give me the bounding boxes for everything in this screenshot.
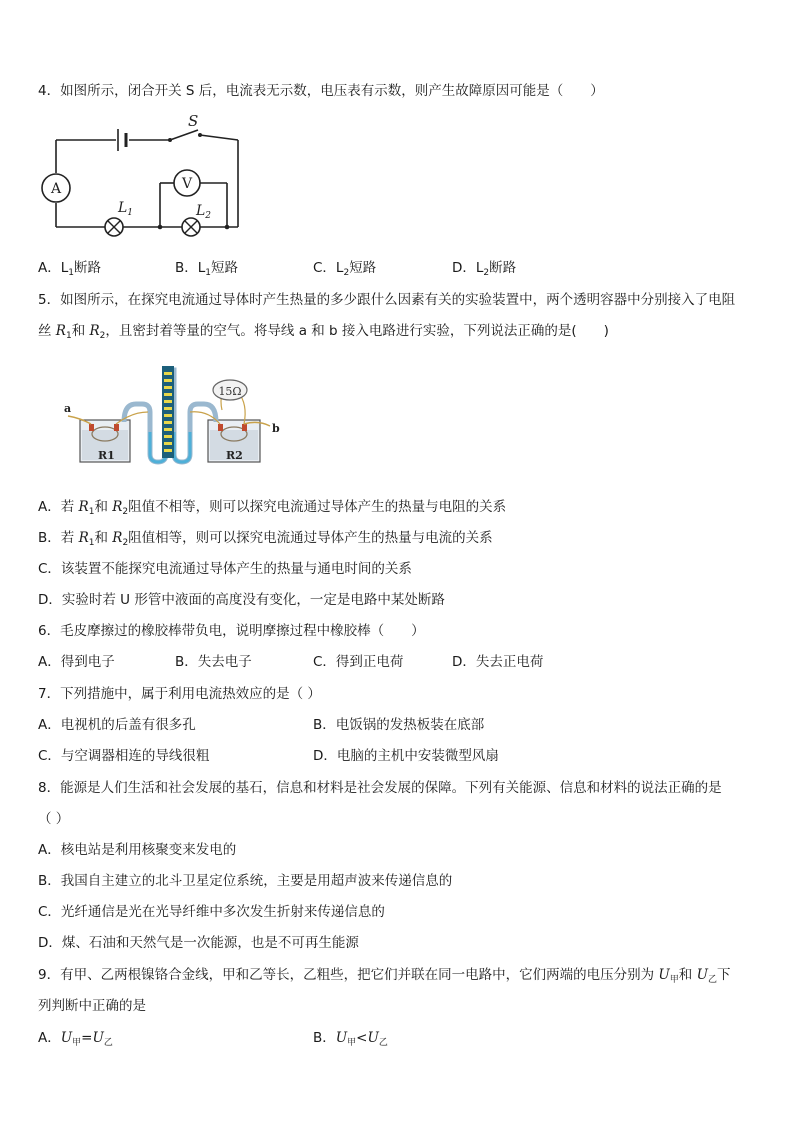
switch-label: S [188, 113, 199, 130]
voltmeter-icon [174, 170, 200, 196]
q6-option-b[interactable]: B．失去电子 [175, 654, 252, 670]
q4-option-c[interactable]: C．$L_2$短路 [313, 260, 377, 278]
q5-option-c[interactable]: C．该装置不能探究电流通过导体产生的热量与通电时间的关系 [38, 561, 412, 577]
wire-b-label: b [272, 422, 280, 435]
q7-option-a[interactable]: A．电视机的后盖有很多孔 [38, 717, 196, 733]
q8-option-c[interactable]: C．光纤通信是光在光导纤维中多次发生折射来传递信息的 [38, 904, 385, 920]
q5-stem-line2: 丝 $R_1$和 $R_2$，且密封着等量的空气。将导线 a 和 b 接入电路进行实验，下列说法正确的是( ) [38, 323, 609, 341]
q8-stem-line1: 8．能源是人们生活和社会发展的基石，信息和材料是社会发展的保障。下列有关能源、信息和材料的说法正确的是 [38, 780, 722, 796]
wire-a-label: a [64, 402, 72, 415]
r1-label: R1 [98, 449, 115, 462]
q5-option-d[interactable]: D．实验时若 U 形管中液面的高度没有变化，一定是电路中某处断路 [38, 592, 445, 608]
q8-stem-line2: （ ） [38, 811, 70, 827]
svg-text:V: V [181, 176, 193, 192]
q4-option-d[interactable]: D．$L_2$断路 [452, 260, 517, 278]
lamp-l2-icon [182, 203, 211, 236]
q7-option-b[interactable]: B．电饭锅的发热板装在底部 [313, 717, 485, 733]
q7-option-c[interactable]: C．与空调器相连的导线很粗 [38, 748, 210, 764]
q7-option-d[interactable]: D．电脑的主机中安装微型风扇 [313, 748, 499, 764]
svg-text:L1: $L_1$ [118, 200, 134, 218]
q8-option-b[interactable]: B．我国自主建立的北斗卫星定位系统，主要是用超声波来传递信息的 [38, 873, 453, 889]
q5-option-b[interactable]: B．若 $R_1$和 $R_2$阻值相等，则可以探究电流通过导体产生的热量与电流的关系 [38, 530, 493, 548]
q6-option-c[interactable]: C．得到正电荷 [313, 654, 404, 670]
q5-option-a[interactable]: A．若 $R_1$和 $R_2$阻值不相等，则可以探究电流通过导体产生的热量与电阻的关系 [38, 499, 507, 517]
external-resistor-icon [213, 380, 247, 400]
lamp-l1-icon [105, 200, 133, 236]
q9-stem-line2: 列判断中正确的是 [38, 998, 146, 1014]
svg-text:A: A [50, 181, 62, 197]
q4-stem: 4．如图所示，闭合开关 S 后，电流表无示数，电压表有示数，则产生故障原因可能是（ ） [38, 83, 604, 99]
q6-stem: 6．毛皮摩擦过的橡胶棒带负电，说明摩擦过程中橡胶棒（ ） [38, 623, 425, 639]
q4-option-a[interactable]: A．$L_1$断路 [38, 260, 101, 278]
q7-stem: 7．下列措施中，属于利用电流热效应的是（ ） [38, 686, 321, 702]
q4-option-b[interactable]: B．$L_1$短路 [175, 260, 239, 278]
svg-text:15Ω: 15Ω [218, 385, 242, 398]
q8-option-d[interactable]: D．煤、石油和天然气是一次能源，也是不可再生能源 [38, 935, 359, 951]
q9-option-a[interactable]: A．$U_甲=U_乙$ [38, 1030, 113, 1048]
q6-option-d[interactable]: D．失去正电荷 [452, 654, 544, 670]
q5-apparatus-figure [62, 362, 292, 470]
r2-label: R2 [226, 449, 243, 462]
q6-option-a[interactable]: A．得到电子 [38, 654, 115, 670]
q5-stem-line1: 5．如图所示，在探究电流通过导体时产生热量的多少跟什么因素有关的实验装置中，两个透明容器中分别接入了电阻 [38, 292, 736, 308]
q4-circuit-figure [38, 113, 248, 243]
svg-text:L2: $L_2$ [196, 203, 212, 221]
ammeter-icon [42, 174, 70, 202]
q9-option-b[interactable]: B．$U_甲<U_乙$ [313, 1030, 388, 1048]
q9-stem-line1: 9．有甲、乙两根镍铬合金线，甲和乙等长，乙粗些，把它们并联在同一电路中，它们两端的电压分别为 $U_甲$和 $U_乙$下 [38, 967, 731, 985]
q8-option-a[interactable]: A．核电站是利用核聚变来发电的 [38, 842, 237, 858]
